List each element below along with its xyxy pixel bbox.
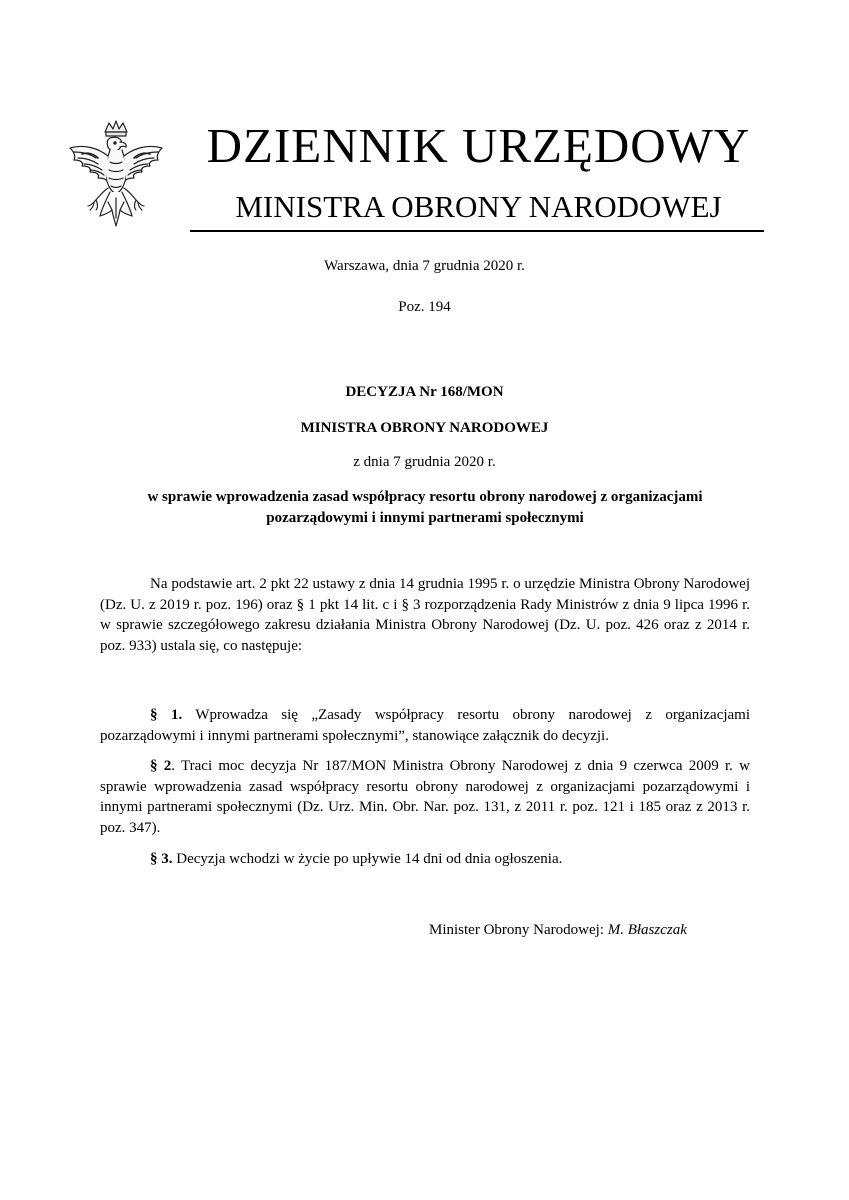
section-2-text: . Traci moc decyzja Nr 187/MON Ministra Obrony Narodowej z dnia 9 czerwca 2009 r. w sprawie wprowadzenia zasad współpracy resortu obrony narodowej z organizacjami pozarządowymi i innymi partnerami społecznymi (Dz. Urz. Min. Obr. Nar. poz. 131, z 2011 r. poz. 121 i 185 oraz z 2013 r. poz. 347).	[100, 758, 750, 836]
section-2-mark: § 2	[150, 758, 172, 774]
section-1-paragraph	[100, 705, 750, 746]
preamble-paragraph: Na podstawie art. 2 pkt 22 ustawy z dnia 14 grudnia 1995 r. o urzędzie Ministra Obrony Narodowej (Dz. U. z 2019 r. poz. 196) oraz § 1 pkt 14 lit. c i § 3 rozporządzenia Rady Ministrów z dnia 9 lipca 1996 r. w sprawie szczegółowego zakresu działania Ministra Obrony Narodowej (Dz. U. poz. 426 oraz z 2014 r. poz. 933) ustala się, co następuje:	[100, 576, 750, 654]
signature-title: Minister Obrony Narodowej:	[429, 922, 604, 938]
position-number: Poz. 194	[398, 299, 451, 315]
decision-authority: MINISTRA OBRONY NARODOWEJ	[300, 420, 549, 436]
section-3-mark: § 3.	[150, 851, 173, 867]
white-eagle-emblem-icon	[60, 118, 172, 240]
section-2-paragraph	[100, 756, 750, 838]
journal-subtitle: MINISTRA OBRONY NARODOWEJ	[235, 189, 722, 224]
decision-date: z dnia 7 grudnia 2020 r.	[353, 454, 496, 470]
place-and-date: Warszawa, dnia 7 grudnia 2020 r.	[324, 258, 525, 274]
header-divider	[190, 230, 764, 232]
section-1-text: Wprowadza się „Zasady współpracy resortu obrony narodowej z organizacjami pozarządowymi i innymi partnerami społecznymi”, stanowiące załącznik do decyzji.	[100, 707, 751, 744]
section-1-mark: § 1.	[150, 707, 183, 723]
decision-subject: w sprawie wprowadzenia zasad współpracy resortu obrony narodowej z organizacjami pozarządowymi i innymi partnerami społecznymi	[147, 489, 703, 526]
journal-title: DZIENNIK URZĘDOWY	[206, 118, 751, 173]
section-3-text: Decyzja wchodzi w życie po upływie 14 dni od dnia ogłoszenia.	[176, 851, 563, 867]
section-3-paragraph	[100, 849, 750, 870]
signature-name: M. Błaszczak	[607, 922, 687, 938]
signature-block	[429, 920, 687, 940]
decision-number: DECYZJA Nr 168/MON	[345, 384, 504, 400]
